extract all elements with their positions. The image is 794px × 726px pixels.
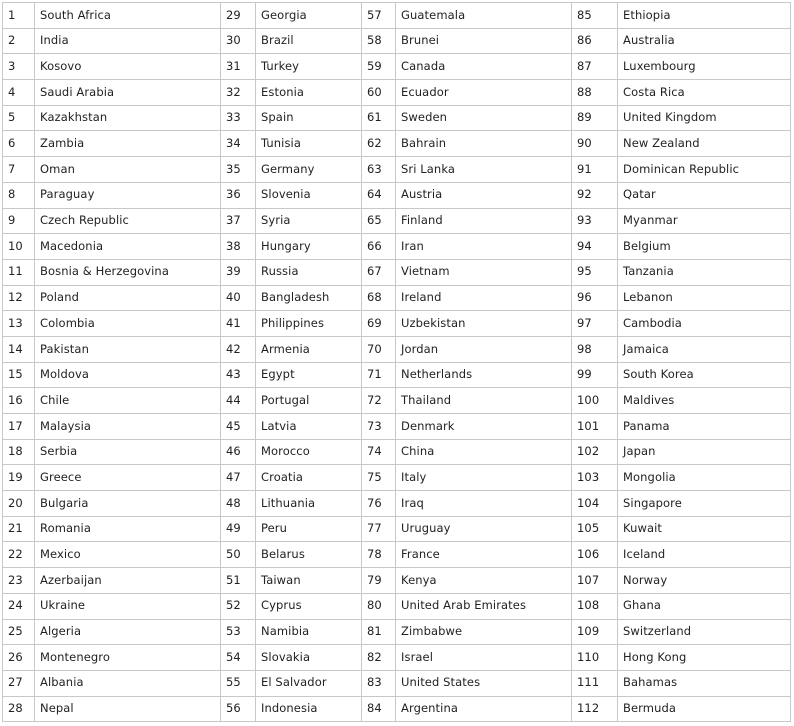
country-cell: Egypt — [256, 362, 362, 388]
table-row — [3, 414, 791, 440]
rank-cell: 48 — [221, 491, 256, 517]
country-ranking-table — [2, 2, 791, 722]
rank-cell: 32 — [221, 80, 256, 106]
table-row — [3, 28, 791, 54]
rank-cell: 28 — [3, 696, 35, 722]
country-cell: Mongolia — [618, 465, 791, 491]
country-cell: Thailand — [396, 388, 572, 414]
rank-cell: 4 — [3, 80, 35, 106]
country-cell: Germany — [256, 157, 362, 183]
rank-cell: 46 — [221, 439, 256, 465]
rank-cell: 31 — [221, 54, 256, 80]
rank-cell: 64 — [362, 182, 396, 208]
country-cell: India — [35, 28, 221, 54]
country-cell: China — [396, 439, 572, 465]
country-cell: Indonesia — [256, 696, 362, 722]
country-cell: Kosovo — [35, 54, 221, 80]
country-cell: Ireland — [396, 285, 572, 311]
rank-cell: 34 — [221, 131, 256, 157]
rank-cell: 39 — [221, 259, 256, 285]
table-row — [3, 336, 791, 362]
rank-cell: 36 — [221, 182, 256, 208]
country-cell: Kazakhstan — [35, 105, 221, 131]
rank-cell: 12 — [3, 285, 35, 311]
table-row — [3, 670, 791, 696]
rank-cell: 35 — [221, 157, 256, 183]
rank-cell: 84 — [362, 696, 396, 722]
rank-cell: 112 — [572, 696, 618, 722]
country-cell: Syria — [256, 208, 362, 234]
rank-cell: 21 — [3, 516, 35, 542]
rank-cell: 7 — [3, 157, 35, 183]
table-row — [3, 645, 791, 671]
rank-cell: 62 — [362, 131, 396, 157]
table-row — [3, 619, 791, 645]
rank-cell: 74 — [362, 439, 396, 465]
country-cell: Ethiopia — [618, 3, 791, 29]
rank-cell: 42 — [221, 336, 256, 362]
rank-cell: 79 — [362, 568, 396, 594]
country-cell: Zimbabwe — [396, 619, 572, 645]
rank-cell: 89 — [572, 105, 618, 131]
rank-cell: 86 — [572, 28, 618, 54]
table-row — [3, 80, 791, 106]
country-cell: Saudi Arabia — [35, 80, 221, 106]
rank-cell: 8 — [3, 182, 35, 208]
country-cell: Macedonia — [35, 234, 221, 260]
rank-cell: 1 — [3, 3, 35, 29]
country-cell: Maldives — [618, 388, 791, 414]
country-cell: South Africa — [35, 3, 221, 29]
country-cell: Jordan — [396, 336, 572, 362]
table-row — [3, 54, 791, 80]
country-cell: Estonia — [256, 80, 362, 106]
rank-cell: 59 — [362, 54, 396, 80]
table-row — [3, 3, 791, 29]
table-row — [3, 234, 791, 260]
rank-cell: 58 — [362, 28, 396, 54]
country-cell: Morocco — [256, 439, 362, 465]
country-cell: Tunisia — [256, 131, 362, 157]
rank-cell: 52 — [221, 593, 256, 619]
rank-cell: 53 — [221, 619, 256, 645]
country-cell: Ukraine — [35, 593, 221, 619]
rank-cell: 27 — [3, 670, 35, 696]
rank-cell: 78 — [362, 542, 396, 568]
rank-cell: 71 — [362, 362, 396, 388]
rank-cell: 37 — [221, 208, 256, 234]
country-cell: Iceland — [618, 542, 791, 568]
rank-cell: 20 — [3, 491, 35, 517]
country-cell: Costa Rica — [618, 80, 791, 106]
rank-cell: 38 — [221, 234, 256, 260]
rank-cell: 45 — [221, 414, 256, 440]
rank-cell: 101 — [572, 414, 618, 440]
rank-cell: 111 — [572, 670, 618, 696]
rank-cell: 50 — [221, 542, 256, 568]
table-row — [3, 568, 791, 594]
rank-cell: 80 — [362, 593, 396, 619]
table-row — [3, 259, 791, 285]
rank-cell: 5 — [3, 105, 35, 131]
country-cell: Uzbekistan — [396, 311, 572, 337]
country-cell: Armenia — [256, 336, 362, 362]
rank-cell: 56 — [221, 696, 256, 722]
country-cell: Philippines — [256, 311, 362, 337]
country-cell: Malaysia — [35, 414, 221, 440]
rank-cell: 23 — [3, 568, 35, 594]
rank-cell: 19 — [3, 465, 35, 491]
country-cell: Taiwan — [256, 568, 362, 594]
rank-cell: 17 — [3, 414, 35, 440]
table-body — [3, 3, 791, 722]
table-row — [3, 362, 791, 388]
country-cell: Slovakia — [256, 645, 362, 671]
table-row — [3, 285, 791, 311]
country-cell: Sri Lanka — [396, 157, 572, 183]
rank-cell: 26 — [3, 645, 35, 671]
country-cell: Lebanon — [618, 285, 791, 311]
country-cell: Uruguay — [396, 516, 572, 542]
rank-cell: 88 — [572, 80, 618, 106]
country-cell: New Zealand — [618, 131, 791, 157]
country-cell: Colombia — [35, 311, 221, 337]
rank-cell: 110 — [572, 645, 618, 671]
table-row — [3, 311, 791, 337]
rank-cell: 94 — [572, 234, 618, 260]
rank-cell: 105 — [572, 516, 618, 542]
country-cell: Portugal — [256, 388, 362, 414]
rank-cell: 3 — [3, 54, 35, 80]
table-row — [3, 182, 791, 208]
rank-cell: 107 — [572, 568, 618, 594]
rank-cell: 63 — [362, 157, 396, 183]
rank-cell: 55 — [221, 670, 256, 696]
country-cell: Czech Republic — [35, 208, 221, 234]
rank-cell: 49 — [221, 516, 256, 542]
rank-cell: 87 — [572, 54, 618, 80]
country-cell: Sweden — [396, 105, 572, 131]
rank-cell: 68 — [362, 285, 396, 311]
rank-cell: 40 — [221, 285, 256, 311]
country-cell: Italy — [396, 465, 572, 491]
country-cell: Albania — [35, 670, 221, 696]
rank-cell: 30 — [221, 28, 256, 54]
rank-cell: 72 — [362, 388, 396, 414]
rank-cell: 61 — [362, 105, 396, 131]
rank-cell: 29 — [221, 3, 256, 29]
country-cell: Poland — [35, 285, 221, 311]
table-row — [3, 516, 791, 542]
rank-cell: 104 — [572, 491, 618, 517]
rank-cell: 16 — [3, 388, 35, 414]
rank-cell: 65 — [362, 208, 396, 234]
country-cell: Denmark — [396, 414, 572, 440]
country-cell: Slovenia — [256, 182, 362, 208]
rank-cell: 75 — [362, 465, 396, 491]
rank-cell: 18 — [3, 439, 35, 465]
country-cell: Austria — [396, 182, 572, 208]
rank-cell: 10 — [3, 234, 35, 260]
rank-cell: 15 — [3, 362, 35, 388]
country-cell: Peru — [256, 516, 362, 542]
country-cell: Ecuador — [396, 80, 572, 106]
rank-cell: 24 — [3, 593, 35, 619]
country-cell: Panama — [618, 414, 791, 440]
table-row — [3, 542, 791, 568]
rank-cell: 91 — [572, 157, 618, 183]
country-cell: Norway — [618, 568, 791, 594]
country-cell: Serbia — [35, 439, 221, 465]
country-cell: Kenya — [396, 568, 572, 594]
country-cell: Qatar — [618, 182, 791, 208]
country-cell: Latvia — [256, 414, 362, 440]
country-cell: United Arab Emirates — [396, 593, 572, 619]
rank-cell: 22 — [3, 542, 35, 568]
country-cell: Finland — [396, 208, 572, 234]
rank-cell: 73 — [362, 414, 396, 440]
rank-cell: 81 — [362, 619, 396, 645]
country-cell: Azerbaijan — [35, 568, 221, 594]
country-cell: Cambodia — [618, 311, 791, 337]
rank-cell: 69 — [362, 311, 396, 337]
country-cell: Australia — [618, 28, 791, 54]
table-row — [3, 208, 791, 234]
rank-cell: 43 — [221, 362, 256, 388]
country-cell: Moldova — [35, 362, 221, 388]
country-cell: Dominican Republic — [618, 157, 791, 183]
rank-cell: 44 — [221, 388, 256, 414]
country-cell: Kuwait — [618, 516, 791, 542]
rank-cell: 57 — [362, 3, 396, 29]
rank-cell: 6 — [3, 131, 35, 157]
country-cell: Montenegro — [35, 645, 221, 671]
country-cell: Nepal — [35, 696, 221, 722]
rank-cell: 97 — [572, 311, 618, 337]
rank-cell: 66 — [362, 234, 396, 260]
country-cell: Hungary — [256, 234, 362, 260]
rank-cell: 98 — [572, 336, 618, 362]
rank-cell: 95 — [572, 259, 618, 285]
country-cell: Paraguay — [35, 182, 221, 208]
country-cell: Tanzania — [618, 259, 791, 285]
country-cell: Vietnam — [396, 259, 572, 285]
country-cell: Brunei — [396, 28, 572, 54]
country-cell: Romania — [35, 516, 221, 542]
country-cell: Algeria — [35, 619, 221, 645]
rank-cell: 103 — [572, 465, 618, 491]
rank-cell: 14 — [3, 336, 35, 362]
country-cell: Iran — [396, 234, 572, 260]
country-cell: Bermuda — [618, 696, 791, 722]
country-cell: Belgium — [618, 234, 791, 260]
table-row — [3, 465, 791, 491]
country-cell: United States — [396, 670, 572, 696]
country-cell: Namibia — [256, 619, 362, 645]
country-cell: Ghana — [618, 593, 791, 619]
country-cell: Pakistan — [35, 336, 221, 362]
rank-cell: 11 — [3, 259, 35, 285]
country-cell: Georgia — [256, 3, 362, 29]
rank-cell: 90 — [572, 131, 618, 157]
table-row — [3, 696, 791, 722]
country-cell: Greece — [35, 465, 221, 491]
country-cell: France — [396, 542, 572, 568]
country-cell: El Salvador — [256, 670, 362, 696]
rank-cell: 51 — [221, 568, 256, 594]
rank-cell: 85 — [572, 3, 618, 29]
country-cell: Argentina — [396, 696, 572, 722]
country-cell: South Korea — [618, 362, 791, 388]
country-cell: Bahrain — [396, 131, 572, 157]
country-cell: Chile — [35, 388, 221, 414]
country-cell: Bangladesh — [256, 285, 362, 311]
rank-cell: 60 — [362, 80, 396, 106]
rank-cell: 54 — [221, 645, 256, 671]
rank-cell: 33 — [221, 105, 256, 131]
table-row — [3, 593, 791, 619]
rank-cell: 47 — [221, 465, 256, 491]
country-cell: Netherlands — [396, 362, 572, 388]
country-cell: Guatemala — [396, 3, 572, 29]
country-cell: Israel — [396, 645, 572, 671]
table-row — [3, 131, 791, 157]
country-cell: Canada — [396, 54, 572, 80]
country-cell: Cyprus — [256, 593, 362, 619]
country-cell: Hong Kong — [618, 645, 791, 671]
country-cell: Mexico — [35, 542, 221, 568]
country-cell: Bulgaria — [35, 491, 221, 517]
country-cell: Jamaica — [618, 336, 791, 362]
country-cell: Singapore — [618, 491, 791, 517]
table-row — [3, 388, 791, 414]
rank-cell: 92 — [572, 182, 618, 208]
rank-cell: 76 — [362, 491, 396, 517]
rank-cell: 25 — [3, 619, 35, 645]
country-cell: Russia — [256, 259, 362, 285]
rank-cell: 96 — [572, 285, 618, 311]
country-cell: Bahamas — [618, 670, 791, 696]
rank-cell: 41 — [221, 311, 256, 337]
table-row — [3, 439, 791, 465]
country-cell: Japan — [618, 439, 791, 465]
table-row — [3, 157, 791, 183]
rank-cell: 106 — [572, 542, 618, 568]
table-row — [3, 105, 791, 131]
rank-cell: 108 — [572, 593, 618, 619]
country-cell: Croatia — [256, 465, 362, 491]
rank-cell: 99 — [572, 362, 618, 388]
table-row — [3, 491, 791, 517]
rank-cell: 77 — [362, 516, 396, 542]
country-cell: United Kingdom — [618, 105, 791, 131]
rank-cell: 67 — [362, 259, 396, 285]
rank-cell: 109 — [572, 619, 618, 645]
country-cell: Iraq — [396, 491, 572, 517]
rank-cell: 100 — [572, 388, 618, 414]
rank-cell: 93 — [572, 208, 618, 234]
country-cell: Luxembourg — [618, 54, 791, 80]
country-cell: Zambia — [35, 131, 221, 157]
country-cell: Lithuania — [256, 491, 362, 517]
rank-cell: 9 — [3, 208, 35, 234]
rank-cell: 102 — [572, 439, 618, 465]
country-cell: Turkey — [256, 54, 362, 80]
rank-cell: 2 — [3, 28, 35, 54]
rank-cell: 70 — [362, 336, 396, 362]
rank-cell: 13 — [3, 311, 35, 337]
rank-cell: 83 — [362, 670, 396, 696]
country-cell: Belarus — [256, 542, 362, 568]
country-cell: Myanmar — [618, 208, 791, 234]
country-cell: Oman — [35, 157, 221, 183]
country-cell: Spain — [256, 105, 362, 131]
country-cell: Brazil — [256, 28, 362, 54]
rank-cell: 82 — [362, 645, 396, 671]
country-cell: Switzerland — [618, 619, 791, 645]
country-cell: Bosnia & Herzegovina — [35, 259, 221, 285]
